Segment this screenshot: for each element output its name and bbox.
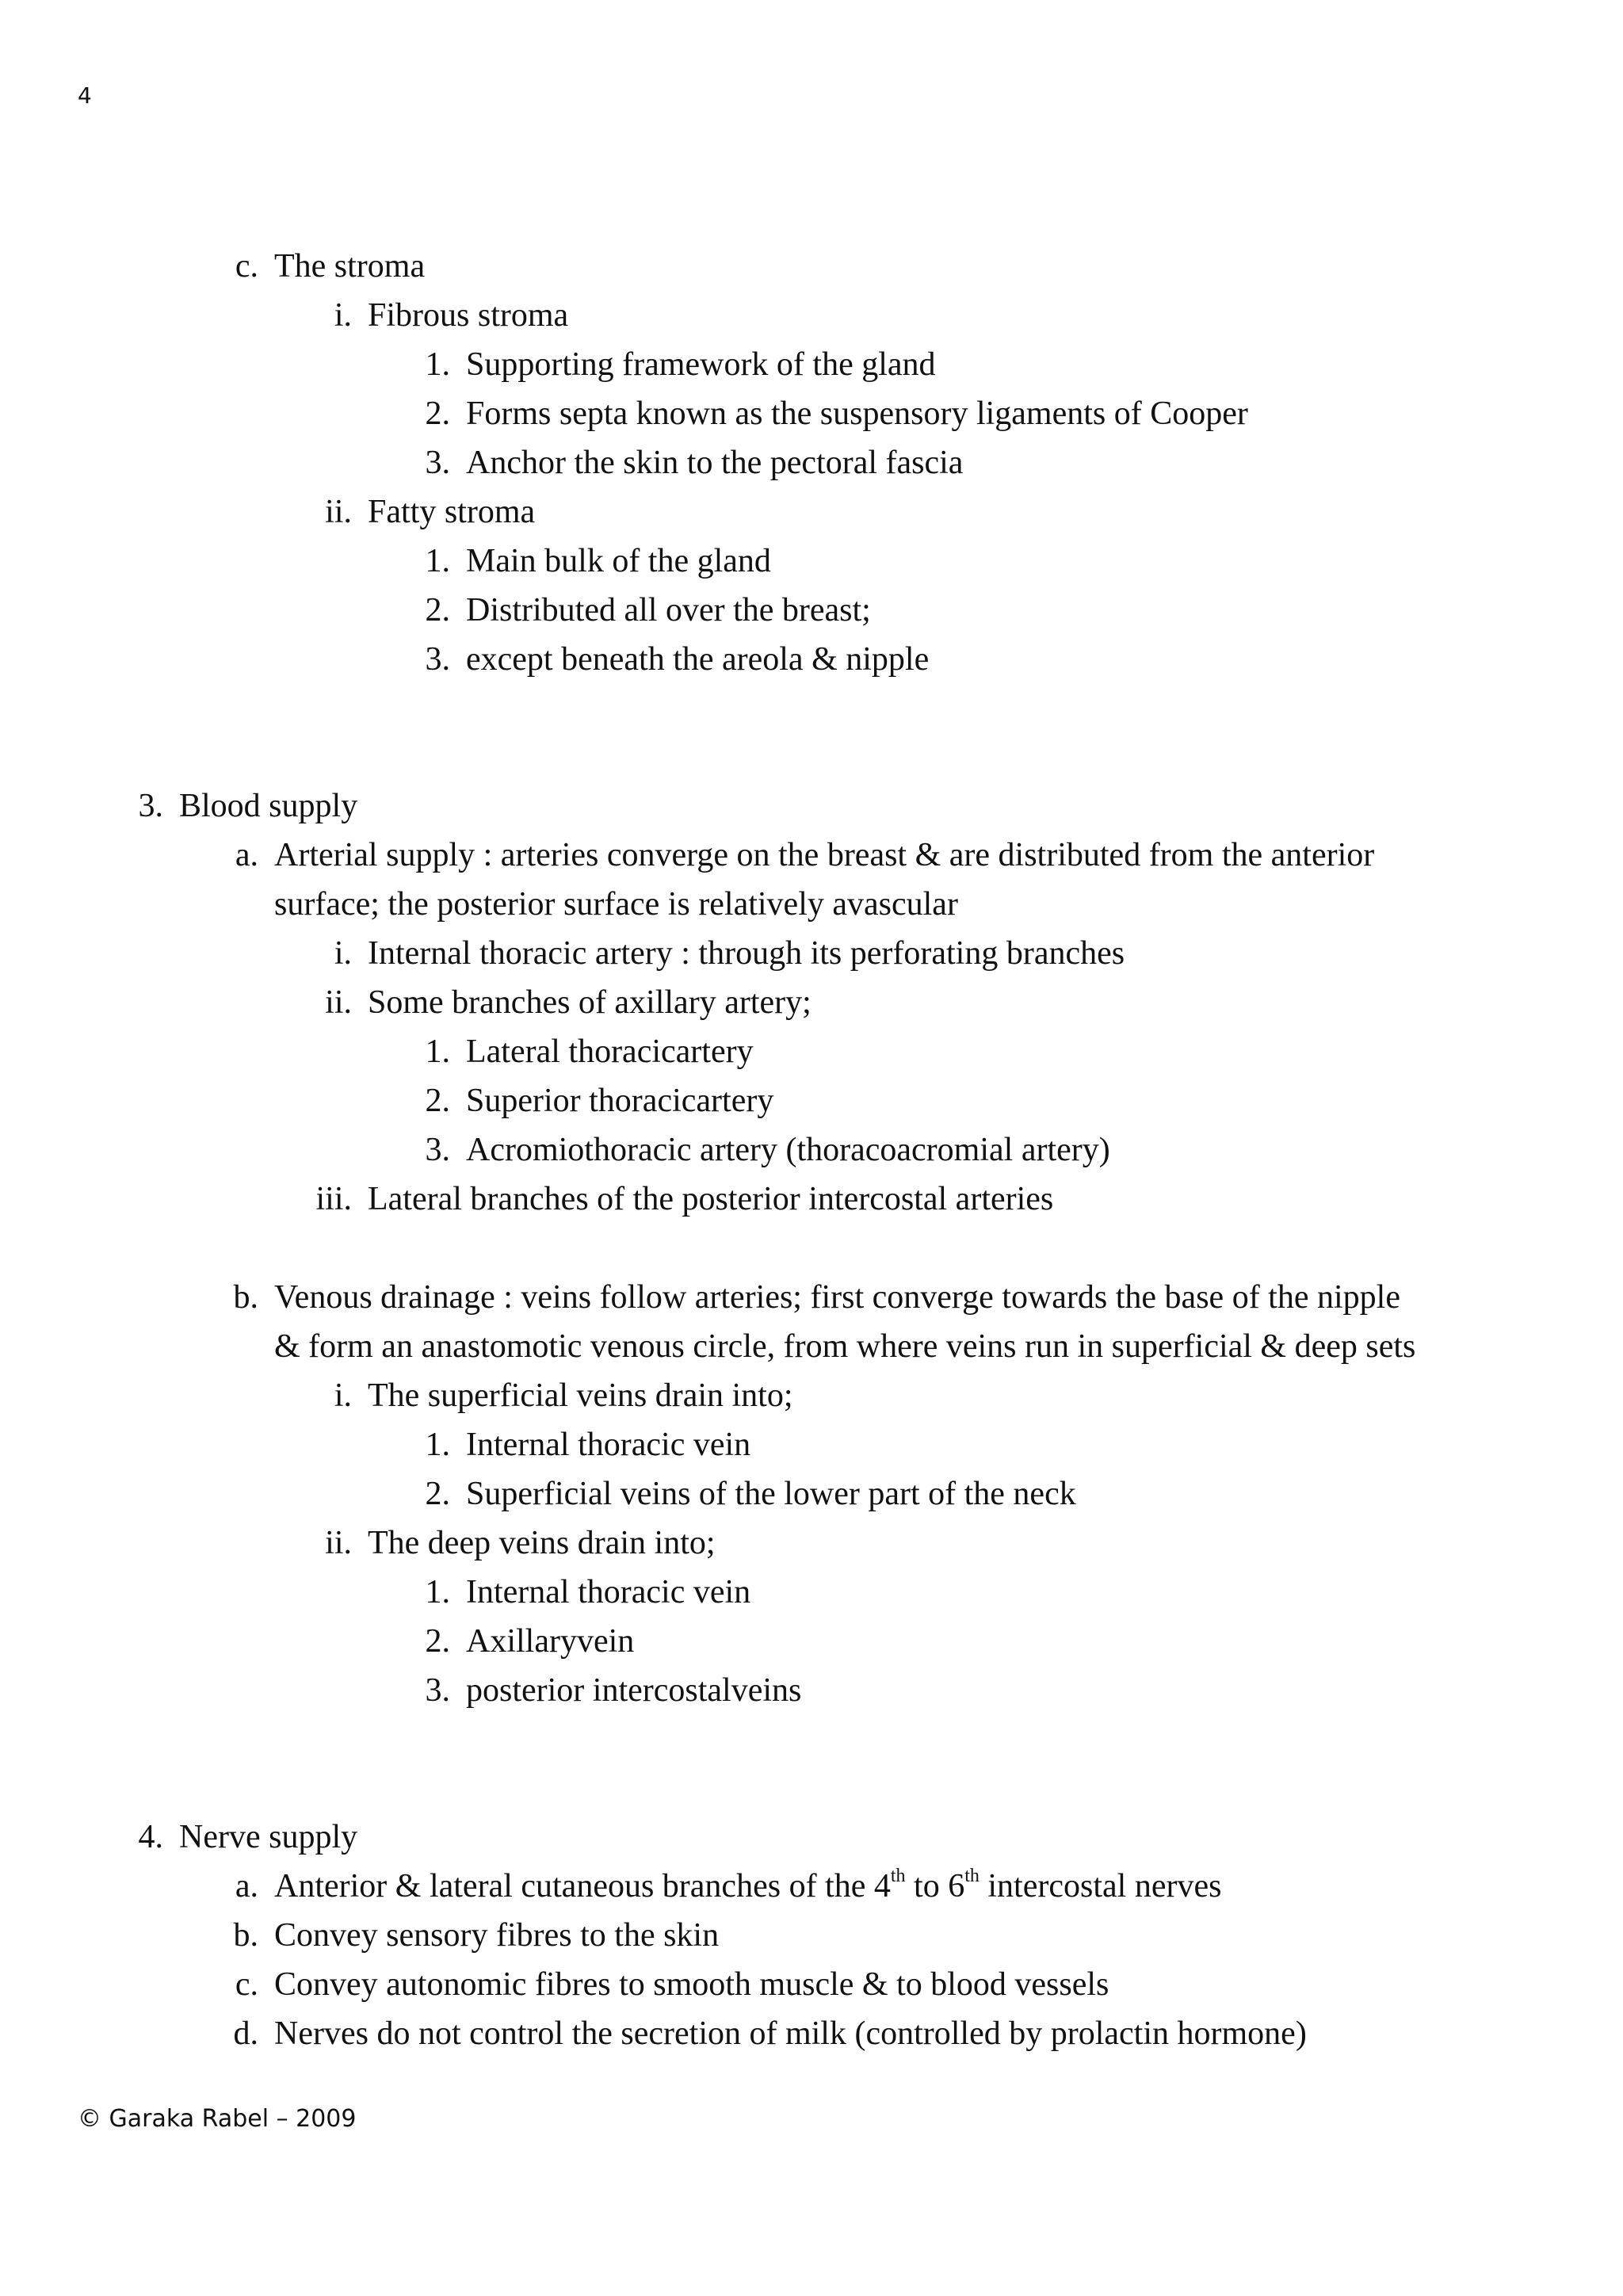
list-item (396, 1671, 801, 1710)
list-item (396, 394, 1248, 434)
list-item-text: Anchor the skin to the pectoral fascia (466, 445, 964, 481)
list-marker: a. (235, 837, 258, 873)
page-number: 4 (78, 82, 92, 109)
list-item (396, 1425, 750, 1465)
list-item-text: Acromiothoracic artery (thoracoacromial artery) (466, 1132, 1110, 1168)
list-item-text: Distributed all over the breast; (466, 592, 871, 628)
list-item (301, 1376, 793, 1415)
list-marker: i. (334, 935, 352, 972)
text-part: Anterior & lateral cutaneous branches of the 4 (274, 1868, 891, 1904)
list-marker: 3. (425, 1132, 450, 1168)
list-marker: 3. (138, 788, 163, 824)
list-item-text: Some branches of axillary artery; (368, 984, 812, 1021)
list-item-text: Forms septa known as the suspensory ligaments of Cooper (466, 395, 1248, 432)
list-marker: ii. (325, 984, 352, 1021)
list-item-text: Nerves do not control the secretion of milk (controlled by prolactin hormone) (274, 2015, 1307, 2052)
list-item-text: Internal thoracic vein (466, 1574, 751, 1610)
list-marker: 2. (425, 592, 450, 628)
list-marker: 2. (425, 1476, 450, 1512)
venous-drainage-continuation (274, 1327, 1415, 1366)
list-marker: i. (334, 297, 352, 334)
list-marker: d. (233, 2015, 258, 2052)
list-marker: 3. (425, 1672, 450, 1709)
list-marker: ii. (325, 494, 352, 530)
list-marker: 2. (425, 1623, 450, 1660)
list-item-text: Fibrous stroma (368, 297, 569, 334)
list-item (301, 983, 812, 1022)
list-marker: c. (235, 1966, 258, 2003)
list-item (214, 1965, 1109, 2004)
stroma-heading (214, 246, 425, 286)
list-item (396, 1032, 754, 1072)
list-item-text: Lateral branches of the posterior intercostal arteries (368, 1181, 1054, 1217)
list-item (396, 1081, 773, 1121)
list-marker: 1. (425, 1033, 450, 1070)
list-item (301, 934, 1125, 973)
list-item (396, 1622, 634, 1661)
list-marker: c. (235, 248, 258, 285)
text-part: to 6 (905, 1868, 965, 1904)
list-marker: b. (233, 1917, 258, 1954)
list-item-text: Superficial veins of the lower part of the neck (466, 1476, 1076, 1512)
text-part: intercostal nerves (979, 1868, 1222, 1904)
list-marker: i. (334, 1377, 352, 1414)
list-item (396, 541, 771, 581)
list-item-text: Superior thoracicartery (466, 1083, 774, 1119)
list-item-text: Main bulk of the gland (466, 543, 771, 579)
list-item-text: Internal thoracic artery : through its perforating branches (368, 935, 1125, 972)
list-item (396, 1474, 1076, 1514)
superscript: th (964, 1866, 980, 1886)
list-marker: iii. (315, 1181, 352, 1217)
venous-drainage-heading (214, 1278, 1400, 1317)
list-item-text: posterior intercostalveins (466, 1672, 802, 1709)
list-marker: 2. (425, 1083, 450, 1119)
list-item-text (274, 1866, 1221, 1906)
list-item (214, 1866, 1221, 1906)
list-marker: 3. (425, 445, 450, 481)
list-item (214, 1916, 719, 1955)
list-marker: a. (235, 1868, 258, 1904)
list-item (396, 590, 871, 630)
blood-supply-heading (119, 786, 357, 826)
list-item-text: surface; the posterior surface is relatively avascular (274, 886, 958, 923)
list-item (396, 1130, 1110, 1170)
list-item-text: Blood supply (179, 788, 358, 824)
nerve-supply-heading (119, 1817, 357, 1857)
list-marker: 1. (425, 346, 450, 383)
list-item-text: except beneath the areola & nipple (466, 641, 930, 678)
list-item-text: The superficial veins drain into; (368, 1377, 793, 1414)
list-marker: 3. (425, 641, 450, 678)
list-item-text: Arterial supply : arteries converge on the breast & are distributed from the anterior (274, 837, 1375, 873)
list-item (396, 1572, 750, 1612)
list-item-text: Nerve supply (179, 1819, 358, 1855)
list-item (301, 1523, 716, 1563)
list-marker: ii. (325, 1525, 352, 1561)
list-item-text: Fatty stroma (368, 494, 536, 530)
list-item-text: The stroma (274, 248, 426, 285)
copyright-footer: © Garaka Rabel – 2009 (78, 2105, 357, 2133)
list-item-text: Convey autonomic fibres to smooth muscle & to blood vessels (274, 1966, 1109, 2003)
fatty-stroma-heading (301, 492, 535, 532)
fibrous-stroma-heading (301, 296, 568, 335)
list-item (396, 640, 929, 679)
list-item-text: Internal thoracic vein (466, 1427, 751, 1463)
arterial-supply-continuation (274, 884, 958, 924)
list-item (301, 1179, 1053, 1219)
list-marker: b. (233, 1279, 258, 1316)
list-marker: 4. (138, 1819, 163, 1855)
list-item-text: Lateral thoracicartery (466, 1033, 754, 1070)
list-item (396, 345, 936, 384)
list-item-text: Supporting framework of the gland (466, 346, 936, 383)
list-item (214, 2014, 1307, 2053)
list-item-text: & form an anastomotic venous circle, from where veins run in superficial & deep sets (274, 1328, 1416, 1365)
list-item (396, 443, 963, 483)
arterial-supply-heading (214, 835, 1374, 875)
list-marker: 1. (425, 1574, 450, 1610)
list-item-text: The deep veins drain into; (368, 1525, 716, 1561)
list-item-text: Convey sensory fibres to the skin (274, 1917, 720, 1954)
list-marker: 1. (425, 543, 450, 579)
list-marker: 2. (425, 395, 450, 432)
list-marker: 1. (425, 1427, 450, 1463)
list-item-text: Axillaryvein (466, 1623, 635, 1660)
superscript: th (890, 1866, 906, 1886)
list-item-text: Venous drainage : veins follow arteries; first converge towards the base of the nipple (274, 1279, 1400, 1316)
